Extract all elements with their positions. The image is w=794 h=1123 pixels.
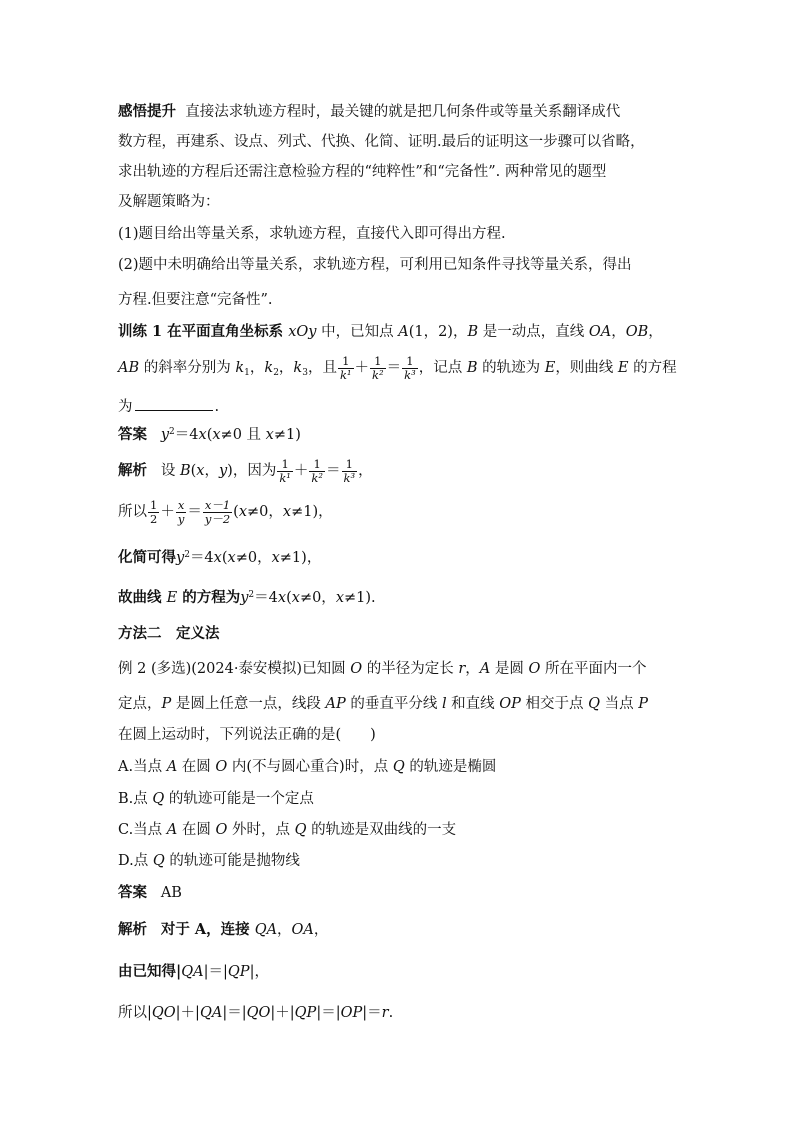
solution-2-line-1	[118, 920, 678, 940]
math-var: x	[227, 550, 236, 566]
math-var: y	[218, 463, 228, 479]
text: ≠0，	[235, 550, 272, 566]
math-var: l	[441, 696, 447, 712]
math-var: y	[160, 427, 170, 443]
text: 中，已知点	[316, 324, 399, 340]
text: 在圆	[177, 759, 216, 775]
intro-text: 直接法求轨迹方程时，最关键的就是把几何条件或等量关系翻译成代	[185, 104, 621, 120]
text: ，	[465, 661, 480, 677]
math-var: Q	[294, 822, 307, 838]
denominator: k²	[372, 367, 384, 382]
answer-2	[118, 883, 678, 903]
text: 对于 A，连接	[160, 921, 255, 938]
math-var: x	[271, 550, 280, 566]
text: 内(不与圆心重合)时，点	[227, 759, 393, 775]
fraction	[203, 499, 232, 526]
option-c	[118, 820, 678, 840]
solution-label: 解析	[118, 921, 147, 938]
fraction	[176, 499, 187, 526]
text: ＝4	[189, 550, 214, 566]
method-heading: 方法二 定义法	[118, 625, 220, 642]
text: |＝|	[203, 964, 228, 980]
text: .	[214, 399, 220, 415]
denominator: k²	[311, 470, 324, 485]
math-var: A	[479, 661, 491, 677]
text: 是圆	[490, 661, 529, 677]
math-var: P	[161, 696, 172, 712]
math-var: Q	[588, 696, 601, 712]
text: ，	[648, 324, 663, 340]
training-label: 训练 1 在平面直角坐标系	[118, 323, 289, 340]
text: ＝4	[254, 590, 278, 606]
text: 和直线	[446, 696, 500, 712]
solution-1-line-3	[118, 548, 678, 568]
math-var: OP	[499, 696, 521, 712]
text: 的方程	[628, 360, 677, 376]
math-var: B	[466, 360, 478, 376]
math-var: QP	[294, 1005, 317, 1021]
fraction	[277, 458, 293, 485]
training-line-1	[118, 322, 678, 342]
math-var: OA	[291, 922, 314, 938]
math-var: x	[335, 590, 344, 606]
math-var: QA	[254, 922, 278, 938]
text: 例 2 (多选)(2024·泰安模拟)已知圆	[118, 661, 351, 677]
text: C.当点	[118, 822, 167, 838]
intro-line-2: 数方程，再建系、设点、列式、代换、化简、证明.最后的证明这一步骤可以省略，	[118, 134, 645, 150]
solution-1-line-4	[118, 588, 678, 608]
text: ≠1)，	[291, 504, 333, 520]
math-var: x	[291, 590, 300, 606]
denominator: y	[177, 511, 185, 526]
text: (	[190, 463, 197, 479]
math-var: QO	[246, 1005, 271, 1021]
text: 的垂直平分线	[345, 696, 442, 712]
solution-1-line-1	[118, 456, 678, 486]
math-var: y	[176, 550, 185, 566]
superscript: 2	[248, 590, 255, 600]
text: ，且	[307, 360, 337, 376]
math-var: Q	[152, 853, 165, 869]
text: 的斜率分别为	[139, 360, 236, 376]
numerator: 1	[277, 458, 293, 472]
math-var: OP	[340, 1005, 363, 1021]
math-var: x	[196, 463, 205, 479]
subscript: 2	[273, 368, 279, 378]
text: D.点	[118, 853, 153, 869]
denominator: k³	[404, 367, 416, 382]
math-var: B	[179, 463, 191, 479]
text: 是一动点，直线	[478, 324, 589, 340]
math-var: xOy	[288, 324, 317, 340]
strategy-1: (1)题目给出等量关系，求轨迹方程，直接代入即可得出方程.	[118, 226, 506, 242]
denominator: k³	[343, 470, 356, 485]
math-var: x	[282, 504, 292, 520]
text: 的轨迹是双曲线的一支	[306, 822, 457, 838]
text: 设	[160, 463, 180, 479]
math-var: A	[398, 324, 409, 340]
math-var: OB	[625, 324, 649, 340]
subscript: 3	[302, 368, 308, 378]
text: ≠1).	[344, 590, 376, 606]
math-var: E	[544, 360, 556, 376]
math-var: y	[240, 590, 249, 606]
text: 当点	[600, 696, 639, 712]
text: ，	[358, 463, 373, 479]
answer-label: 答案	[118, 426, 147, 443]
text: ≠1)	[273, 427, 301, 443]
math-var: A	[166, 759, 178, 775]
math-var: x	[277, 590, 287, 606]
text: 是圆上任意一点，线段	[171, 696, 326, 712]
numerator: 1	[370, 355, 386, 369]
math-var: QO	[151, 1005, 176, 1021]
text: ，	[204, 463, 219, 479]
text: 的轨迹为	[477, 360, 545, 376]
text: 的轨迹可能是抛物线	[164, 853, 300, 869]
numerator: 1	[150, 497, 158, 512]
text: (	[286, 590, 292, 606]
option-d	[118, 851, 678, 871]
text: 的半径为定长	[362, 661, 459, 677]
fraction	[309, 458, 325, 485]
denominator: k¹	[339, 367, 352, 382]
text: 为	[118, 399, 133, 415]
math-var: O	[528, 661, 541, 677]
text: 的轨迹是椭圆	[404, 759, 497, 775]
fraction	[370, 355, 386, 382]
math-var: QA	[181, 964, 204, 980]
numerator: 1	[309, 458, 325, 472]
answer-label: 答案	[118, 884, 147, 901]
numerator: x	[177, 497, 185, 512]
superscript: 2	[184, 550, 190, 560]
text: ，记点	[418, 360, 467, 376]
training-line-3	[118, 396, 678, 417]
operator: ＝	[326, 463, 341, 479]
text: ＝4	[174, 427, 199, 443]
math-var: k	[264, 360, 274, 376]
operator: ＝	[187, 504, 202, 520]
math-var: O	[350, 661, 363, 677]
text: 相交于点	[520, 696, 589, 712]
text: 的方程为	[177, 589, 241, 606]
subscript: 1	[244, 368, 250, 378]
text: 所以	[118, 504, 147, 520]
text: B.点	[118, 791, 153, 807]
text: 由已知得|	[118, 963, 182, 980]
intro-line-4: 及解题策略为：	[118, 194, 220, 210]
numerator: 1	[338, 355, 354, 369]
text: |＋|	[175, 1005, 200, 1021]
section-heading: 感悟提升	[118, 103, 176, 120]
intro-line-3: 求出轨迹的方程后还需注意检验方程的“纯粹性”和“完备性”. 两种常见的题型	[118, 164, 607, 180]
text: ，	[277, 922, 292, 938]
denominator: k¹	[279, 470, 291, 485]
solution-label: 解析	[118, 462, 147, 479]
solution-1-line-2	[118, 497, 678, 527]
numerator: 1	[342, 458, 358, 472]
fraction	[402, 355, 418, 382]
numerator: 1	[402, 355, 418, 369]
text: |＝	[362, 1005, 382, 1021]
text: ≠0，	[247, 504, 283, 520]
math-var: Q	[392, 759, 405, 775]
text: 的轨迹可能是一个定点	[164, 791, 314, 807]
text: ，	[278, 360, 294, 376]
text: ，	[249, 360, 265, 376]
math-var: AP	[325, 696, 346, 712]
answer-1	[118, 425, 678, 445]
operator: ＝	[386, 360, 402, 376]
example-2-line-2	[118, 694, 678, 714]
text: |，	[249, 964, 269, 980]
numerator: x－1	[203, 499, 232, 513]
solution-2-line-2	[118, 962, 678, 982]
text: |＝|	[316, 1005, 341, 1021]
math-var: OA	[588, 324, 612, 340]
math-var: A	[166, 822, 178, 838]
text: 化简可得	[118, 549, 176, 566]
math-var: x	[213, 550, 222, 566]
math-var: r	[381, 1005, 389, 1021]
text: 定点，	[118, 696, 162, 712]
math-var: O	[215, 822, 228, 838]
text: (	[221, 550, 228, 566]
math-var: k	[235, 360, 245, 376]
text: ，	[313, 922, 329, 938]
fraction	[148, 499, 159, 526]
math-var: B	[467, 324, 479, 340]
example-2-line-1	[118, 659, 678, 679]
text: (1，2)，	[408, 324, 468, 340]
math-var: P	[638, 696, 649, 712]
math-var: x	[212, 427, 221, 443]
operator: ＋	[354, 360, 370, 376]
answer-value: AB	[160, 885, 182, 901]
text: ≠0，	[299, 590, 336, 606]
math-var: O	[215, 759, 228, 775]
text: 在圆	[177, 822, 216, 838]
strategy-2b: 方程.但要注意“完备性”.	[118, 292, 273, 308]
math-var: x	[198, 427, 207, 443]
superscript: 2	[169, 427, 175, 437]
text: (	[206, 427, 213, 443]
training-line-2	[118, 353, 678, 383]
text: 外时，点	[227, 822, 295, 838]
text: ≠1)，	[279, 550, 322, 566]
text: |＋|	[270, 1005, 295, 1021]
denominator: 2	[150, 511, 158, 526]
answer-blank	[135, 396, 213, 411]
operator: ＋	[160, 504, 175, 520]
text: (	[233, 504, 239, 520]
intro-line-1	[118, 102, 678, 122]
text: |＝|	[222, 1005, 247, 1021]
operator: ＋	[293, 463, 309, 479]
strategy-2a: (2)题中未明确给出等量关系，求轨迹方程，可利用已知条件寻找等量关系，得出	[118, 257, 632, 273]
text: A.当点	[118, 759, 167, 775]
solution-2-line-3	[118, 1003, 678, 1023]
denominator: y－2	[204, 511, 231, 526]
fraction	[338, 355, 354, 382]
option-a	[118, 757, 678, 777]
math-var: k	[293, 360, 303, 376]
text: )，因为	[227, 463, 277, 479]
text: 故曲线	[118, 589, 167, 606]
math-var: QA	[199, 1005, 223, 1021]
math-var: x	[238, 504, 248, 520]
math-var: AB	[118, 360, 140, 376]
text: ，则曲线	[555, 360, 618, 376]
fraction	[342, 458, 358, 485]
option-b	[118, 789, 678, 809]
math-var: Q	[152, 791, 165, 807]
math-var: r	[458, 661, 466, 677]
example-2-line-3: 在圆上运动时，下列说法正确的是( )	[118, 727, 376, 743]
text: .	[388, 1005, 394, 1021]
math-var: QP	[227, 964, 250, 980]
math-var: E	[617, 360, 629, 376]
text: ，	[611, 324, 626, 340]
text: 所以|	[118, 1005, 152, 1021]
text: ≠0 且	[220, 427, 266, 443]
math-var: x	[265, 427, 274, 443]
math-var: E	[166, 590, 178, 606]
text: 所在平面内一个	[540, 661, 647, 677]
